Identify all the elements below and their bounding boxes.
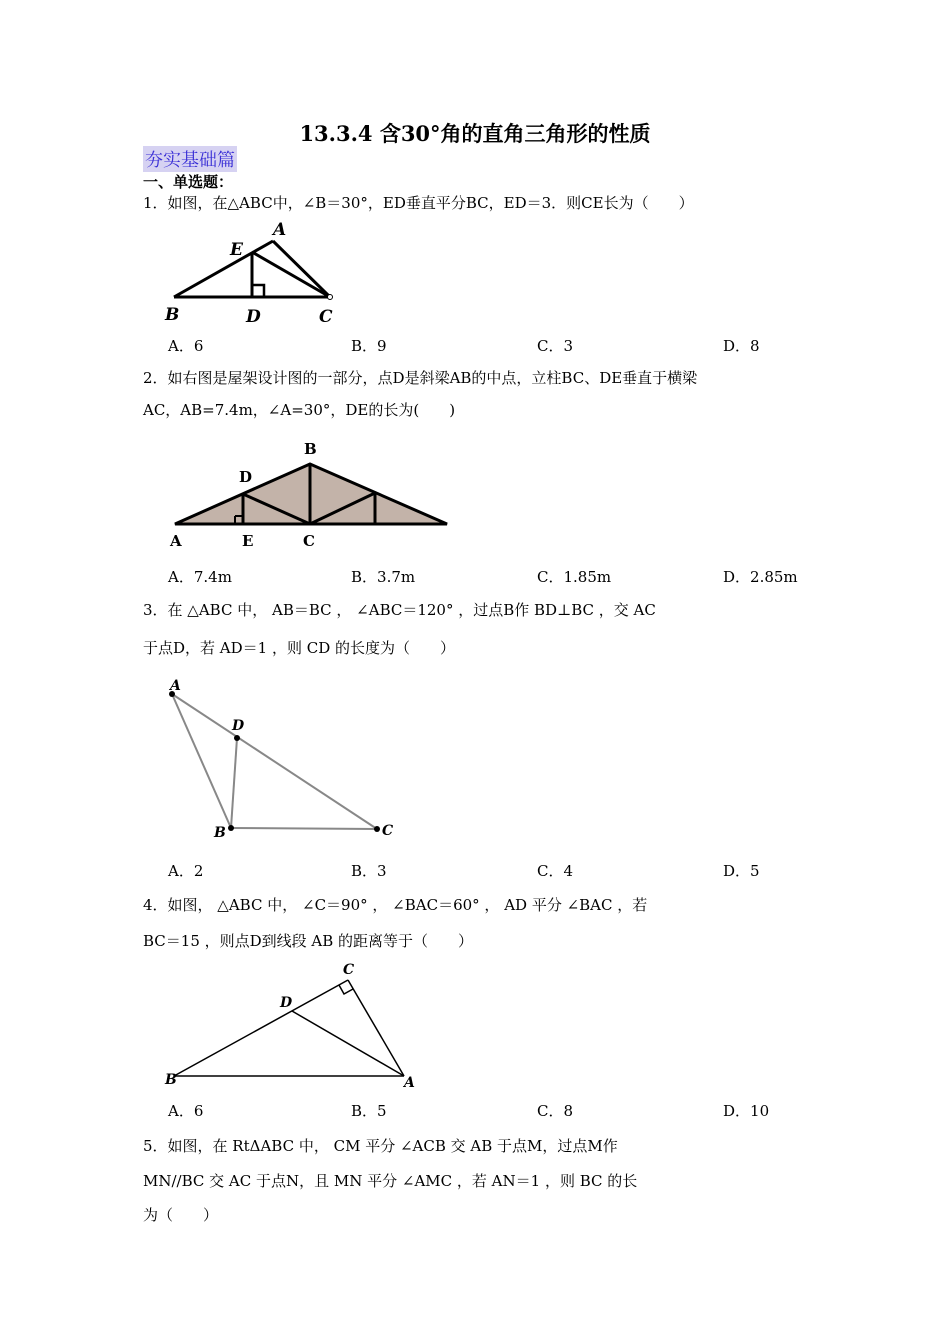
q2-option-a[interactable]: A．7.4m <box>168 568 232 586</box>
q4-text-line2: BC＝15 ，则点D到线段 AB 的距离等于（ ） <box>143 932 474 950</box>
q2-label-c: C <box>303 532 315 550</box>
q1-label-e: E <box>230 240 243 260</box>
q3-option-b[interactable]: B．3 <box>351 862 387 880</box>
q1-text: 1．如图，在△ABC中，∠B＝30°，ED垂直平分BC，ED＝3．则CE长为（ ） <box>143 194 694 212</box>
q3-option-a[interactable]: A．2 <box>168 862 204 880</box>
q4-figure <box>160 960 430 1092</box>
q4-text-line1: 4．如图， △ABC 中， ∠C＝90° ， ∠BAC＝60° ， AD 平分 ∠BAC ，若 <box>143 896 648 914</box>
q1-label-a: A <box>273 220 287 240</box>
q5-text-line2: MN//BC 交 AC 于点N，且 MN 平分 ∠AMC ，若 AN＝1 ，则 BC 的长 <box>143 1172 638 1190</box>
q1-option-b[interactable]: B．9 <box>351 337 387 355</box>
q4-label-a: A <box>404 1075 415 1091</box>
q2-label-b: B <box>304 440 317 458</box>
section-heading: 夯实基础篇 <box>143 146 237 172</box>
q1-figure <box>160 218 350 328</box>
q1-label-c: C <box>319 307 333 327</box>
q4-option-b[interactable]: B．5 <box>351 1102 387 1120</box>
q3-figure <box>160 672 410 844</box>
q1-label-d: D <box>246 307 261 327</box>
q1-label-b: B <box>165 305 180 325</box>
q5-text-line1: 5．如图，在 RtΔABC 中， CM 平分 ∠ACB 交 AB 于点M，过点M作 <box>143 1137 618 1155</box>
q2-label-a: A <box>170 532 182 550</box>
q3-label-b: B <box>214 825 226 841</box>
q1-option-a[interactable]: A．6 <box>168 337 204 355</box>
q2-option-d[interactable]: D．2.85m <box>723 568 798 586</box>
q3-label-c: C <box>382 823 394 839</box>
q3-text-line2: 于点D，若 AD＝1 ，则 CD 的长度为（ ） <box>143 639 456 657</box>
q4-label-d: D <box>280 995 293 1011</box>
q2-label-d: D <box>239 468 253 486</box>
q1-option-c[interactable]: C．3 <box>537 337 574 355</box>
q2-text-line1: 2．如右图是屋架设计图的一部分，点D是斜梁AB的中点，立柱BC、DE垂直于横梁 <box>143 369 698 387</box>
q3-text-line1: 3．在 △ABC 中， AB＝BC ， ∠ABC＝120° ，过点B作 BD⊥BC ，交 AC <box>143 601 656 619</box>
page-title: 13.3.4 含30°角的直角三角形的性质 <box>299 121 651 146</box>
q2-truss-figure <box>165 436 455 554</box>
q4-label-c: C <box>343 962 355 978</box>
q1-option-d[interactable]: D．8 <box>723 337 760 355</box>
q3-option-c[interactable]: C．4 <box>537 862 574 880</box>
q2-option-c[interactable]: C．1.85m <box>537 568 612 586</box>
q4-option-c[interactable]: C．8 <box>537 1102 574 1120</box>
q2-label-e: E <box>242 532 254 550</box>
q3-label-d: D <box>232 718 245 734</box>
q2-option-b[interactable]: B．3.7m <box>351 568 416 586</box>
subsection-heading: 一、单选题： <box>143 173 234 191</box>
q5-text-line3: 为（ ） <box>143 1206 219 1224</box>
q2-text-line2: AC，AB=7.4m，∠A=30°，DE的长为( ) <box>143 401 456 419</box>
q4-option-a[interactable]: A．6 <box>168 1102 204 1120</box>
q3-label-a: A <box>170 678 181 694</box>
q3-option-d[interactable]: D．5 <box>723 862 760 880</box>
q4-option-d[interactable]: D．10 <box>723 1102 770 1120</box>
q4-label-b: B <box>165 1072 177 1088</box>
